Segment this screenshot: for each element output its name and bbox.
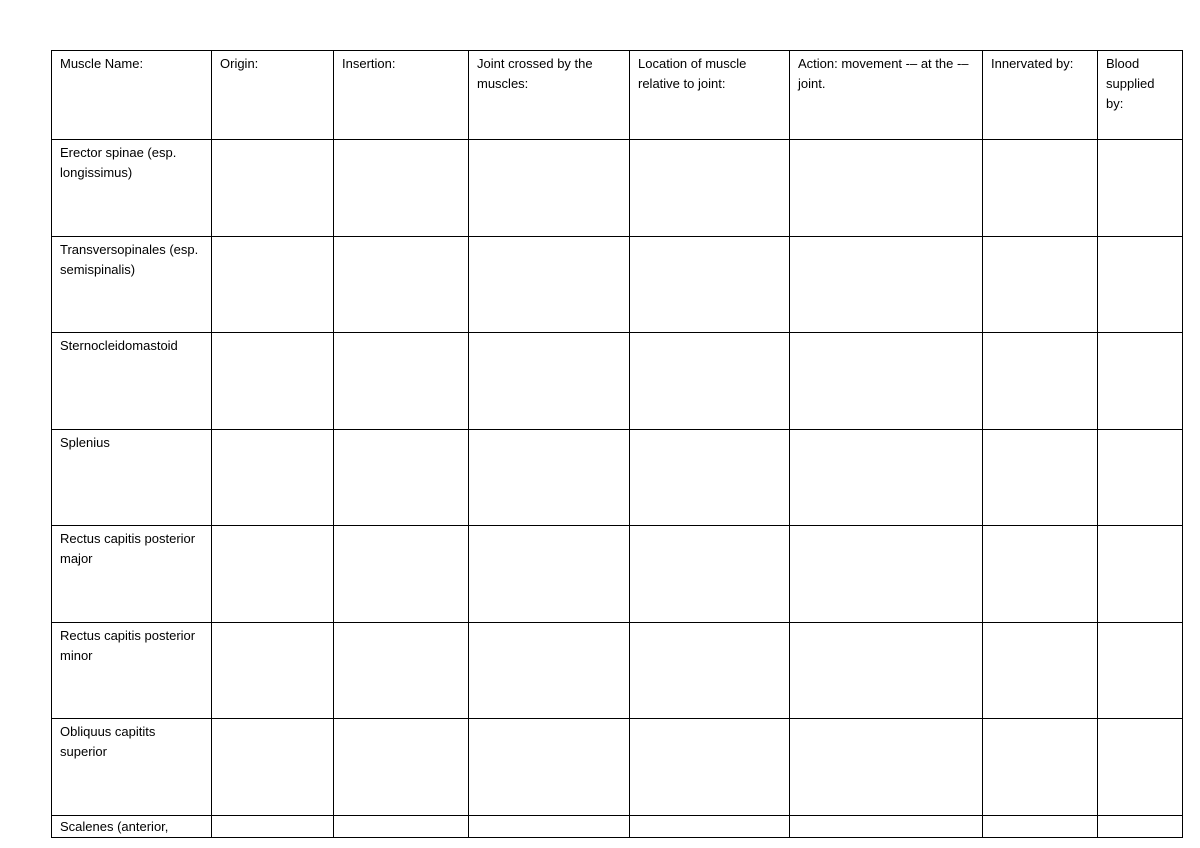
table-row <box>52 236 1183 333</box>
muscle-name-cell: Splenius <box>52 429 212 526</box>
joint-crossed-cell[interactable] <box>469 236 630 333</box>
action-cell[interactable] <box>790 815 983 837</box>
blood-supply-cell[interactable] <box>1098 719 1183 816</box>
action-cell[interactable] <box>790 622 983 719</box>
innervated-cell[interactable] <box>983 236 1098 333</box>
origin-cell[interactable] <box>212 719 334 816</box>
location-cell[interactable] <box>630 140 790 237</box>
muscle-name-cell: Transversopinales (esp. semispinalis) <box>52 236 212 333</box>
table-row <box>52 333 1183 430</box>
action-cell[interactable] <box>790 140 983 237</box>
table-row <box>52 429 1183 526</box>
insertion-cell[interactable] <box>334 815 469 837</box>
location-cell[interactable] <box>630 719 790 816</box>
joint-crossed-cell[interactable] <box>469 429 630 526</box>
insertion-cell[interactable] <box>334 719 469 816</box>
origin-cell[interactable] <box>212 236 334 333</box>
table-row <box>52 622 1183 719</box>
location-cell[interactable] <box>630 236 790 333</box>
header-origin: Origin: <box>212 51 334 140</box>
innervated-cell[interactable] <box>983 333 1098 430</box>
insertion-cell[interactable] <box>334 622 469 719</box>
insertion-cell[interactable] <box>334 140 469 237</box>
blood-supply-cell[interactable] <box>1098 333 1183 430</box>
table-row <box>52 140 1183 237</box>
innervated-cell[interactable] <box>983 815 1098 837</box>
location-cell[interactable] <box>630 526 790 623</box>
location-cell[interactable] <box>630 429 790 526</box>
muscle-name-cell: Rectus capitis posterior minor <box>52 622 212 719</box>
action-cell[interactable] <box>790 526 983 623</box>
table-row <box>52 719 1183 816</box>
header-insertion: Insertion: <box>334 51 469 140</box>
muscle-name-cell: Scalenes (anterior, <box>52 815 212 837</box>
blood-supply-cell[interactable] <box>1098 815 1183 837</box>
table-row <box>52 526 1183 623</box>
innervated-cell[interactable] <box>983 526 1098 623</box>
muscle-name-cell: Sternocleidomastoid <box>52 333 212 430</box>
muscle-name-cell: Obliquus capitits superior <box>52 719 212 816</box>
location-cell[interactable] <box>630 815 790 837</box>
insertion-cell[interactable] <box>334 526 469 623</box>
muscle-name-cell: Erector spinae (esp. longissimus) <box>52 140 212 237</box>
innervated-cell[interactable] <box>983 140 1098 237</box>
joint-crossed-cell[interactable] <box>469 815 630 837</box>
joint-crossed-cell[interactable] <box>469 719 630 816</box>
header-location-relative-to-joint: Location of muscle relative to joint: <box>630 51 790 140</box>
header-action: Action: movement -– at the -– joint. <box>790 51 983 140</box>
blood-supply-cell[interactable] <box>1098 236 1183 333</box>
header-blood-supplied-by: Blood supplied by: <box>1098 51 1183 140</box>
origin-cell[interactable] <box>212 815 334 837</box>
origin-cell[interactable] <box>212 140 334 237</box>
blood-supply-cell[interactable] <box>1098 526 1183 623</box>
origin-cell[interactable] <box>212 429 334 526</box>
origin-cell[interactable] <box>212 526 334 623</box>
innervated-cell[interactable] <box>983 622 1098 719</box>
location-cell[interactable] <box>630 333 790 430</box>
header-joint-crossed: Joint crossed by the muscles: <box>469 51 630 140</box>
insertion-cell[interactable] <box>334 236 469 333</box>
header-row <box>52 51 1183 140</box>
insertion-cell[interactable] <box>334 429 469 526</box>
origin-cell[interactable] <box>212 333 334 430</box>
action-cell[interactable] <box>790 236 983 333</box>
muscle-name-cell: Rectus capitis posterior major <box>52 526 212 623</box>
joint-crossed-cell[interactable] <box>469 333 630 430</box>
origin-cell[interactable] <box>212 622 334 719</box>
blood-supply-cell[interactable] <box>1098 140 1183 237</box>
blood-supply-cell[interactable] <box>1098 622 1183 719</box>
header-innervated-by: Innervated by: <box>983 51 1098 140</box>
innervated-cell[interactable] <box>983 719 1098 816</box>
header-muscle-name: Muscle Name: <box>52 51 212 140</box>
joint-crossed-cell[interactable] <box>469 526 630 623</box>
insertion-cell[interactable] <box>334 333 469 430</box>
action-cell[interactable] <box>790 429 983 526</box>
joint-crossed-cell[interactable] <box>469 140 630 237</box>
action-cell[interactable] <box>790 333 983 430</box>
blood-supply-cell[interactable] <box>1098 429 1183 526</box>
table-row <box>52 815 1183 837</box>
action-cell[interactable] <box>790 719 983 816</box>
joint-crossed-cell[interactable] <box>469 622 630 719</box>
muscle-worksheet-table <box>51 50 1183 838</box>
innervated-cell[interactable] <box>983 429 1098 526</box>
location-cell[interactable] <box>630 622 790 719</box>
